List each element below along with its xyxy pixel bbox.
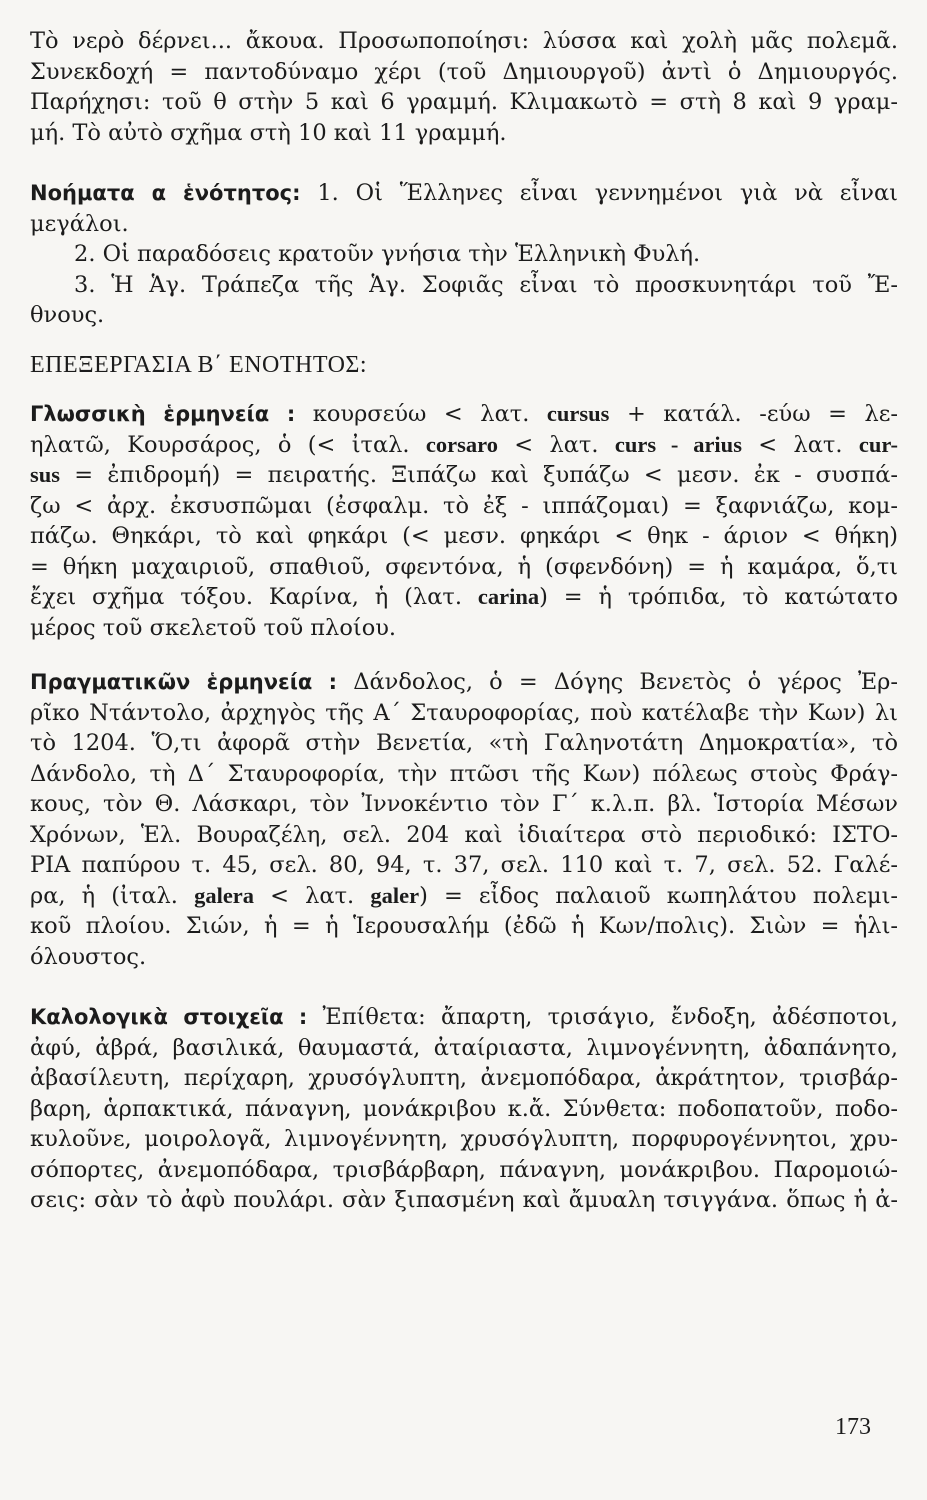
text-line: πάζω. Θηκάρι, τὸ καὶ φηκάρι (< μεσν. φηκάρι < θηκ - άριον < θήκη) bbox=[30, 523, 898, 549]
text-line: ἔχει σχῆμα τόξου. Καρίνα, ἡ (λατ. carina) = ἡ τρόπιδα, τὸ κατώτατο bbox=[30, 584, 899, 610]
text-line: ζω < ἀρχ. ἐκσυσπῶμαι (ἐσφαλμ. τὸ ἐξ - ιππάζομαι) = ξαφνιάζω, κομ- bbox=[30, 492, 898, 519]
text-line: κυλοῦνε, μοιρολογᾶ, λιμνογέννητη, χρυσόγλυπτη, πορφυρογέννητοι, χρυ- bbox=[30, 1126, 898, 1152]
text-line: Πραγματικῶν ἑρμηνεία : Δάνδολος, ὁ = Δόγης Βενετὸς ὁ γέρος Ἐρ- bbox=[30, 669, 899, 695]
text-line: βαρη, ἁρπακτικά, πάναγνη, μονάκριβου κ.ἄ. Σύνθετα: ποδοπατοῦν, ποδο- bbox=[30, 1095, 898, 1122]
text-line bbox=[30, 178, 898, 209]
text-line: μεγάλοι. bbox=[30, 210, 129, 237]
book-page bbox=[30, 26, 898, 1216]
pragmatikon-label: Πραγματικῶν ἑρμηνεία : bbox=[30, 670, 338, 694]
text-line: ἀβασίλευτη, περίχαρη, χρυσόγλυπτη, ἀνεμοπόδαρα, ἀκράτητον, τρισβάρ- bbox=[30, 1065, 898, 1091]
text-line: Καλολογικὰ στοιχεῖα : Ἐπίθετα: ἄπαρτη, τρισάγιο, ἔνδοξη, ἀδέσποτοι, bbox=[30, 1004, 899, 1030]
noimata-point-2: 2. Οἱ παραδόσεις κρατοῦν γνήσια τὴν Ἑλληνικὴ Φυλή. bbox=[74, 241, 701, 267]
text-line: ΡΙΑ παπύρου τ. 45, σελ. 80, 94, τ. 37, σελ. 110 καὶ τ. 7, σελ. 52. Γαλέ- bbox=[30, 852, 898, 878]
text-line: Τὸ νερὸ δέρνει... ἄκουα. Προσωποποίησι: λύσσα καὶ χολὴ μᾶς πολεμᾶ. bbox=[30, 28, 898, 54]
text-line: ἀφύ, ἀβρά, βασιλικά, θαυμαστά, ἀταίριαστα, λιμνογέννητη, ἀδαπάνητο, bbox=[30, 1034, 898, 1061]
noimata-point-1: 1. Οἱ Ἕλληνες εἶναι γεννημένοι γιὰ νὰ εἶναι bbox=[317, 180, 898, 206]
intro-paragraph bbox=[30, 26, 898, 148]
text-line: Συνεκδοχή = παντοδύναμο χέρι (τοῦ Δημιουργοῦ) ἀντὶ ὁ Δημιουργός. bbox=[30, 58, 898, 85]
text-line: Γλωσσικὴ ἑρμηνεία : κουρσεύω < λατ. cursus + κατάλ. -εύω = λε- bbox=[30, 401, 899, 427]
noimata-label: Νοήματα α ἑνότητος: bbox=[30, 181, 301, 205]
kalologika-section bbox=[30, 1002, 898, 1216]
text-line: σόπορτες, ἀνεμοπόδαρα, τρισβάρβαρη, πάναγνη, μονάκριβου. Παρομοιώ- bbox=[30, 1156, 898, 1183]
text-line: κοῦ πλοίου. Σιών, ἡ = ἡ Ἱερουσαλήμ (ἐδῶ ἡ Κων/πολις). Σιὼν = ἡλι- bbox=[30, 913, 898, 939]
text-line: = θήκη μαχαιριοῦ, σπαθιοῦ, σφεντόνα, ἡ (σφενδόνη) = ἡ καμάρα, ὅ,τι bbox=[30, 553, 898, 580]
text-line: sus = ἐπιδρομή) = πειρατής. Ξιπάζω καὶ ξυπάζω < μεσν. ἐκ - συσπά- bbox=[30, 462, 898, 488]
text-line: σεις: σὰν τὸ ἀφὺ πουλάρι. σὰν ξιπασμένη καὶ ἄμυαλη τσιγγάνα. ὅπως ἡ ἀ- bbox=[30, 1187, 898, 1213]
latin-term: galer bbox=[370, 882, 420, 908]
text-line: μή. Τὸ αὐτὸ σχῆμα στὴ 10 καὶ 11 γραμμή. bbox=[30, 119, 507, 146]
noimata-point-3: 3. Ἡ Ἁγ. Τράπεζα τῆς Ἁγ. Σοφιᾶς εἶναι τὸ προσκυνητάρι τοῦ Ἔ- bbox=[74, 271, 898, 298]
text-line: ηλατῶ, Κουρσάρος, ὁ (< ἰταλ. corsaro < λατ. curs - arius < λατ. cur- bbox=[30, 431, 898, 458]
latin-term: corsaro bbox=[425, 431, 498, 457]
text-line: κους, τὸν Θ. Λάσκαρι, τὸν Ἰννοκέντιο τὸν Γ΄ κ.λ.π. βλ. Ἱστορία Μέσων bbox=[30, 791, 898, 817]
text-line: ρα, ἡ (ἰταλ. galera < λατ. galer) = εἶδος παλαιοῦ κωπηλάτου πολεμι- bbox=[30, 882, 899, 909]
text-line: θνους. bbox=[30, 302, 105, 328]
kalologika-label: Καλολογικὰ στοιχεῖα : bbox=[30, 1005, 308, 1029]
latin-term: cur- bbox=[858, 431, 898, 457]
text-line: ρῖκο Ντάντολο, ἀρχηγὸς τῆς Α΄ Σταυροφορίας, ποὺ κατέλαβε τὴν Κων) λι bbox=[30, 699, 898, 726]
latin-term: cursus bbox=[546, 401, 610, 426]
text-line: Δάνδολο, τὴ Δ΄ Σταυροφορία, τὴν πτῶσι τῆς Κων) πόλεως στοὺς Φράγ- bbox=[30, 760, 898, 787]
glossiki-label: Γλωσσικὴ ἑρμηνεία : bbox=[30, 402, 296, 426]
text-line: όλουστος. bbox=[30, 943, 147, 970]
text-line: τὸ 1204. Ὅ,τι ἀφορᾶ στὴν Βενετία, «τὴ Γαληνοτάτη Δημοκρατία», τὸ bbox=[30, 730, 898, 756]
glossiki-section bbox=[30, 399, 898, 643]
section-heading: ΕΠΕΞΕΡΓΑΣΙΑ Β΄ ΕΝΟΤΗΤΟΣ: bbox=[30, 351, 368, 378]
latin-term: sus bbox=[30, 462, 61, 487]
page-number: 173 bbox=[835, 1414, 871, 1440]
text-line: Χρόνων, Ἑλ. Βουραζέλη, σελ. 204 καὶ ἰδιαίτερα στὸ περιοδικό: ΙΣΤΟ- bbox=[30, 821, 898, 848]
latin-term: carina bbox=[477, 584, 540, 609]
noimata-section bbox=[30, 178, 898, 331]
latin-term: curs - arius bbox=[614, 431, 742, 457]
text-line: Παρήχησι: τοῦ θ στὴν 5 καὶ 6 γραμμή. Κλιμακωτὸ = στὴ 8 καὶ 9 γραμ- bbox=[30, 89, 898, 115]
pragmatikon-section bbox=[30, 667, 898, 972]
text-line: μέρος τοῦ σκελετοῦ τοῦ πλοίου. bbox=[30, 614, 397, 641]
latin-term: galera bbox=[194, 882, 255, 908]
